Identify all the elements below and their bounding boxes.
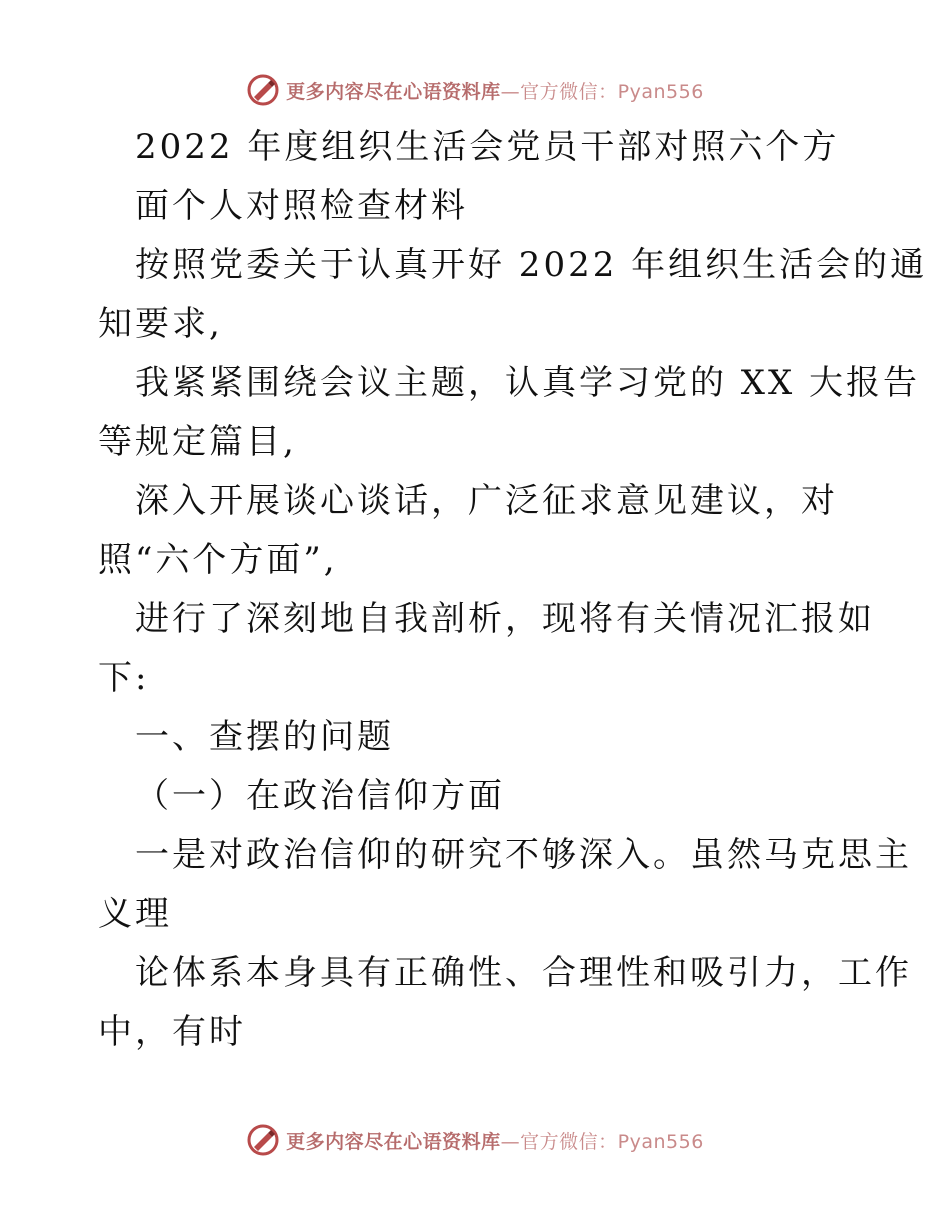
doc-paragraph-line: 中，有时: [98, 1012, 246, 1052]
doc-paragraph-line: 下:: [98, 658, 150, 698]
watermark-separator: —: [500, 80, 521, 103]
watermark-wechat: 官方微信：Pyan556: [520, 1130, 704, 1153]
doc-paragraph-line: 照“六个方面”,: [98, 540, 338, 580]
pen-logo-icon: [246, 73, 280, 107]
footer-watermark: [0, 1120, 950, 1160]
watermark-wechat: 官方微信：Pyan556: [520, 80, 704, 103]
doc-title-line-1: 2022 年度组织生活会党员干部对照六个方: [135, 127, 840, 167]
doc-subsection-heading: （一）在政治信仰方面: [135, 776, 505, 816]
doc-paragraph-line: 进行了深刻地自我剖析，现将有关情况汇报如: [135, 599, 875, 639]
doc-paragraph-line: 我紧紧围绕会议主题，认真学习党的 XX 大报告: [135, 363, 921, 403]
watermark-text: [286, 77, 704, 104]
doc-paragraph-line: 按照党委关于认真开好 2022 年组织生活会的通: [135, 245, 928, 285]
watermark-site: 更多内容尽在心语资料库: [286, 80, 501, 103]
watermark-site: 更多内容尽在心语资料库: [286, 1130, 501, 1153]
doc-paragraph-line: 义理: [98, 894, 172, 934]
pen-logo-icon: [246, 1123, 280, 1157]
header-watermark: [0, 70, 950, 110]
watermark-text: [286, 1127, 704, 1154]
doc-paragraph-line: 等规定篇目,: [98, 422, 297, 462]
doc-title-line-2: 面个人对照检查材料: [135, 186, 468, 226]
doc-paragraph-line: 论体系本身具有正确性、合理性和吸引力，工作: [135, 953, 912, 993]
doc-paragraph-line: 深入开展谈心谈话，广泛征求意见建议，对: [135, 481, 838, 521]
doc-paragraph-line: 一是对政治信仰的研究不够深入。虽然马克思主: [135, 835, 912, 875]
watermark-separator: —: [500, 1130, 521, 1153]
doc-section-heading: 一、查摆的问题: [135, 717, 394, 757]
doc-paragraph-line: 知要求,: [98, 304, 223, 344]
